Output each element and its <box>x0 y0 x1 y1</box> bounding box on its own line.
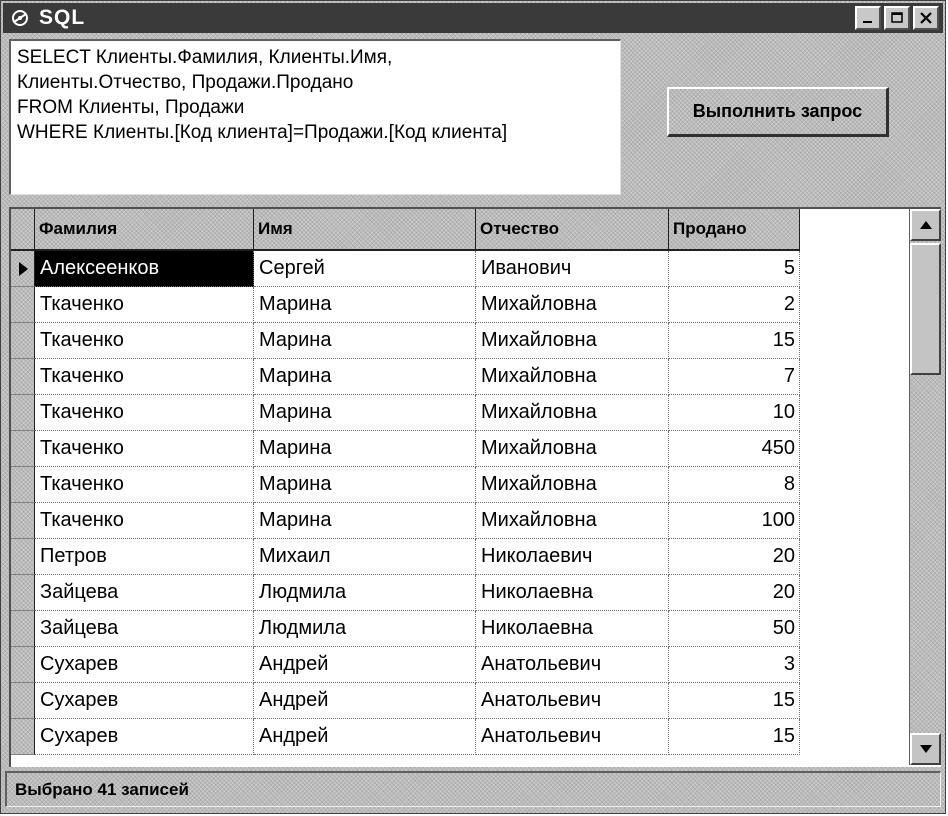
cell-otchestvo[interactable]: Николаевна <box>476 611 669 647</box>
row-indicator[interactable] <box>11 395 35 431</box>
cell-imya[interactable]: Марина <box>254 323 476 359</box>
scroll-up-button[interactable] <box>910 209 941 241</box>
row-indicator[interactable] <box>11 683 35 719</box>
cell-familiya[interactable]: Сухарев <box>35 647 254 683</box>
table-row[interactable] <box>11 503 800 539</box>
cell-familiya[interactable]: Зайцева <box>35 575 254 611</box>
scroll-thumb[interactable] <box>910 243 941 375</box>
row-indicator[interactable] <box>11 467 35 503</box>
row-indicator[interactable] <box>11 575 35 611</box>
cell-imya[interactable]: Андрей <box>254 683 476 719</box>
cell-familiya[interactable]: Ткаченко <box>35 431 254 467</box>
table-row[interactable] <box>11 431 800 467</box>
scroll-down-button[interactable] <box>910 733 941 765</box>
cell-otchestvo[interactable]: Михайловна <box>476 395 669 431</box>
row-indicator[interactable] <box>11 503 35 539</box>
row-indicator[interactable] <box>11 251 35 287</box>
cell-imya[interactable]: Марина <box>254 503 476 539</box>
cell-imya[interactable]: Людмила <box>254 575 476 611</box>
cell-prodano[interactable]: 7 <box>669 359 800 395</box>
status-bar: Выбрано 41 записей <box>5 771 941 807</box>
sql-app-icon[interactable] <box>9 7 31 29</box>
cell-otchestvo[interactable]: Николаевна <box>476 575 669 611</box>
cell-otchestvo[interactable]: Михайловна <box>476 431 669 467</box>
cell-prodano[interactable]: 3 <box>669 647 800 683</box>
row-indicator[interactable] <box>11 611 35 647</box>
table-row[interactable] <box>11 323 800 359</box>
cell-imya[interactable]: Сергей <box>254 251 476 287</box>
triangle-right-icon <box>17 261 29 277</box>
cell-familiya[interactable]: Ткаченко <box>35 467 254 503</box>
cell-otchestvo[interactable]: Михайловна <box>476 323 669 359</box>
cell-familiya[interactable]: Петров <box>35 539 254 575</box>
table-row[interactable] <box>11 359 800 395</box>
row-indicator[interactable] <box>11 359 35 395</box>
results-grid[interactable] <box>9 207 941 767</box>
cell-prodano[interactable]: 450 <box>669 431 800 467</box>
cell-familiya[interactable]: Ткаченко <box>35 287 254 323</box>
cell-imya[interactable]: Марина <box>254 359 476 395</box>
cell-familiya[interactable]: Ткаченко <box>35 395 254 431</box>
cell-prodano[interactable]: 5 <box>669 251 800 287</box>
cell-prodano[interactable]: 15 <box>669 323 800 359</box>
cell-imya[interactable]: Марина <box>254 395 476 431</box>
cell-otchestvo[interactable]: Анатольевич <box>476 647 669 683</box>
column-header-familiya[interactable]: Фамилия <box>35 209 254 251</box>
arrow-up-icon <box>919 220 933 230</box>
table-row[interactable] <box>11 395 800 431</box>
cell-imya[interactable]: Андрей <box>254 647 476 683</box>
row-indicator[interactable] <box>11 287 35 323</box>
cell-prodano[interactable]: 20 <box>669 539 800 575</box>
cell-familiya[interactable]: Сухарев <box>35 683 254 719</box>
cell-otchestvo[interactable]: Михайловна <box>476 503 669 539</box>
execute-query-button[interactable]: Выполнить запрос <box>667 87 889 137</box>
table-row[interactable] <box>11 287 800 323</box>
grid-header <box>11 209 800 251</box>
table-row[interactable] <box>11 647 800 683</box>
cell-prodano[interactable]: 100 <box>669 503 800 539</box>
cell-prodano[interactable]: 2 <box>669 287 800 323</box>
window-controls <box>855 6 939 30</box>
header-indicator-cell <box>11 209 35 251</box>
cell-imya[interactable]: Марина <box>254 467 476 503</box>
minimize-button[interactable] <box>855 6 881 30</box>
cell-imya[interactable]: Марина <box>254 287 476 323</box>
close-icon <box>919 11 933 25</box>
cell-otchestvo[interactable]: Николаевич <box>476 539 669 575</box>
cell-prodano[interactable]: 8 <box>669 467 800 503</box>
cell-familiya[interactable]: Сухарев <box>35 719 254 755</box>
row-indicator[interactable] <box>11 323 35 359</box>
row-indicator[interactable] <box>11 539 35 575</box>
cell-familiya[interactable]: Ткаченко <box>35 323 254 359</box>
window-title: SQL <box>39 6 86 29</box>
cell-imya[interactable]: Андрей <box>254 719 476 755</box>
cell-otchestvo[interactable]: Иванович <box>476 251 669 287</box>
cell-prodano[interactable]: 10 <box>669 395 800 431</box>
close-button[interactable] <box>913 6 939 30</box>
cell-prodano[interactable]: 15 <box>669 683 800 719</box>
column-header-otchestvo[interactable]: Отчество <box>476 209 669 251</box>
cell-prodano[interactable]: 50 <box>669 611 800 647</box>
cell-otchestvo[interactable]: Михайловна <box>476 287 669 323</box>
cell-imya[interactable]: Людмила <box>254 611 476 647</box>
cell-otchestvo[interactable]: Михайловна <box>476 467 669 503</box>
arrow-down-icon <box>919 744 933 754</box>
cell-imya[interactable]: Михаил <box>254 539 476 575</box>
cell-prodano[interactable]: 20 <box>669 575 800 611</box>
cell-imya[interactable]: Марина <box>254 431 476 467</box>
table-row[interactable] <box>11 575 800 611</box>
row-indicator[interactable] <box>11 431 35 467</box>
column-header-imya[interactable]: Имя <box>254 209 476 251</box>
cell-familiya[interactable]: Алексеенков <box>35 251 254 287</box>
maximize-button[interactable] <box>884 6 910 30</box>
cell-familiya[interactable]: Ткаченко <box>35 359 254 395</box>
cell-familiya[interactable]: Ткаченко <box>35 503 254 539</box>
row-indicator[interactable] <box>11 719 35 755</box>
column-header-prodano[interactable]: Продано <box>669 209 800 251</box>
table-row[interactable] <box>11 467 800 503</box>
title-bar[interactable] <box>3 3 943 33</box>
cell-otchestvo[interactable]: Анатольевич <box>476 719 669 755</box>
minimize-icon <box>861 11 875 25</box>
row-indicator[interactable] <box>11 647 35 683</box>
maximize-icon <box>890 11 904 25</box>
table-row[interactable] <box>11 611 800 647</box>
vertical-scrollbar[interactable] <box>909 209 941 765</box>
sql-query-editor[interactable]: SELECT Клиенты.Фамилия, Клиенты.Имя, Клиенты.Отчество, Продажи.Продано FROM Клиенты, Продажи WHERE Клиенты.[Код клиента]=Продажи.[Код клиента] <box>9 39 621 195</box>
table-row[interactable] <box>11 719 800 755</box>
table-row[interactable] <box>11 683 800 719</box>
table-row[interactable] <box>11 539 800 575</box>
cell-familiya[interactable]: Зайцева <box>35 611 254 647</box>
table-row[interactable] <box>11 251 800 287</box>
cell-otchestvo[interactable]: Анатольевич <box>476 683 669 719</box>
cell-prodano[interactable]: 15 <box>669 719 800 755</box>
cell-otchestvo[interactable]: Михайловна <box>476 359 669 395</box>
